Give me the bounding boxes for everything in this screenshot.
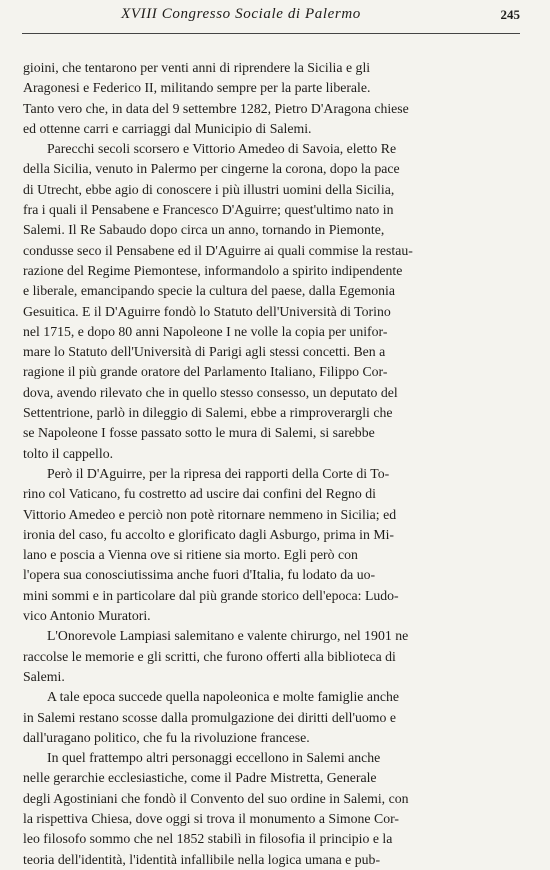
paragraph — [23, 464, 520, 626]
text-line: ironia del caso, fu accolto e glorificato dagli Asburgo, prima in Mi- — [23, 526, 395, 542]
text-line: L'Onorevole Lampiasi salemitano e valente chirurgo, nel 1901 ne — [47, 628, 409, 644]
text-line: Gesuitica. E il D'Aguirre fondò lo Statuto dell'Università di Torino — [23, 303, 391, 319]
text-line: Aragonesi e Federico II, militando sempre per la parte liberale. — [23, 80, 371, 96]
running-head: XVIII Congresso Sociale di Palermo — [121, 6, 361, 22]
text-line: fra i quali il Pensabene e Francesco D'Aguirre; quest'ultimo nato in — [23, 202, 394, 218]
text-line: Settentrione, parlò in dileggio di Salemi, ebbe a rimproverargli che — [23, 405, 393, 421]
text-line: nel 1715, e dopo 80 anni Napoleone I ne volle la copia per unifor- — [23, 323, 388, 339]
paragraph — [23, 687, 520, 748]
text-line: in Salemi restano scosse dalla promulgazione dei diritti dell'uomo e — [23, 709, 396, 725]
text-line: ragione il più grande oratore del Parlamento Italiano, Filippo Cor- — [23, 364, 388, 380]
text-line: se Napoleone I fosse passato sotto le mura di Salemi, si sarebbe — [23, 425, 375, 441]
text-line: Vittorio Amedeo e perciò non potè ritornare nemmeno in Sicilia; ed — [23, 506, 397, 522]
text-line: nelle gerarchie ecclesiastiche, come il Padre Mistretta, Generale — [23, 770, 377, 786]
text-line: vico Antonio Muratori. — [23, 608, 151, 624]
text-line: Salemi. Il Re Sabaudo dopo circa un anno, tornando in Piemonte, — [23, 222, 385, 238]
text-line: A tale epoca succede quella napoleonica e molte famiglie anche — [47, 689, 400, 705]
text-line: mare lo Statuto dell'Università di Parigi agli stessi concetti. Ben a — [23, 344, 386, 360]
text-line: di Utrecht, ebbe agio di conoscere i più illustri uomini della Sicilia, — [23, 181, 395, 197]
text-line: raccolse le memorie e gli scritti, che furono offerti alla biblioteca di — [23, 648, 396, 664]
paragraph — [23, 58, 520, 139]
text-line: mini sommi e in particolare dal più grande storico dell'epoca: Ludo- — [23, 587, 399, 603]
text-line: degli Agostiniani che fondò il Convento del suo ordine in Salemi, con — [23, 790, 409, 806]
text-line: leo filosofo sommo che nel 1852 stabilì in filosofia il principio e la — [23, 831, 393, 847]
text-line: In quel frattempo altri personaggi eccellono in Salemi anche — [47, 750, 381, 766]
text-line: e liberale, emancipando specie la cultura del paese, dalla Egemonia — [23, 283, 395, 299]
text-line: della Sicilia, venuto in Palermo per cingerne la corona, dopo la pace — [23, 161, 400, 177]
text-line: condusse seco il Pensabene ed il D'Aguirre ai quali commise la restau- — [23, 242, 413, 258]
text-line: ed ottenne carri e carriaggi dal Municipio di Salemi. — [23, 120, 312, 136]
text-line: gioini, che tentarono per venti anni di riprendere la Sicilia e gli — [23, 60, 371, 75]
text-line: l'opera sua conosciutissima anche fuori d'Italia, fu lodato da uo- — [23, 567, 376, 583]
text-line: razione del Regime Piemontese, informandolo a spirito indipendente — [23, 262, 403, 278]
text-line: Però il D'Aguirre, per la ripresa dei rapporti della Corte di To- — [47, 465, 390, 481]
paragraph — [23, 748, 520, 870]
paragraph — [23, 626, 520, 687]
text-line: Tanto vero che, in data del 9 settembre 1282, Pietro D'Aragona chiese — [23, 100, 409, 116]
text-line: dova, avendo rilevato che in quello stesso consesso, un deputato del — [23, 384, 398, 400]
text-line: lano e poscia a Vienna ove si ritiene sia morto. Egli però con — [23, 547, 358, 563]
text-line: teoria dell'identità, l'identità infallibile nella logica umana e pub- — [23, 851, 381, 867]
header-rule — [22, 33, 520, 34]
page-header — [22, 6, 520, 32]
text-line: rino col Vaticano, fu costretto ad uscire dai confini del Regno di — [23, 486, 376, 502]
text-line: Salemi. — [23, 668, 65, 684]
paragraph — [23, 139, 520, 464]
text-line: tolto il cappello. — [23, 445, 114, 461]
text-line: Parecchi secoli scorsero e Vittorio Amedeo di Savoia, eletto Re — [47, 141, 397, 157]
body-text — [23, 58, 520, 870]
text-line: dall'uragano politico, che fu la rivoluzione francese. — [23, 729, 310, 745]
page-number: 245 — [500, 7, 520, 22]
text-line: la rispettiva Chiesa, dove oggi si trova il monumento a Simone Cor- — [23, 810, 400, 826]
